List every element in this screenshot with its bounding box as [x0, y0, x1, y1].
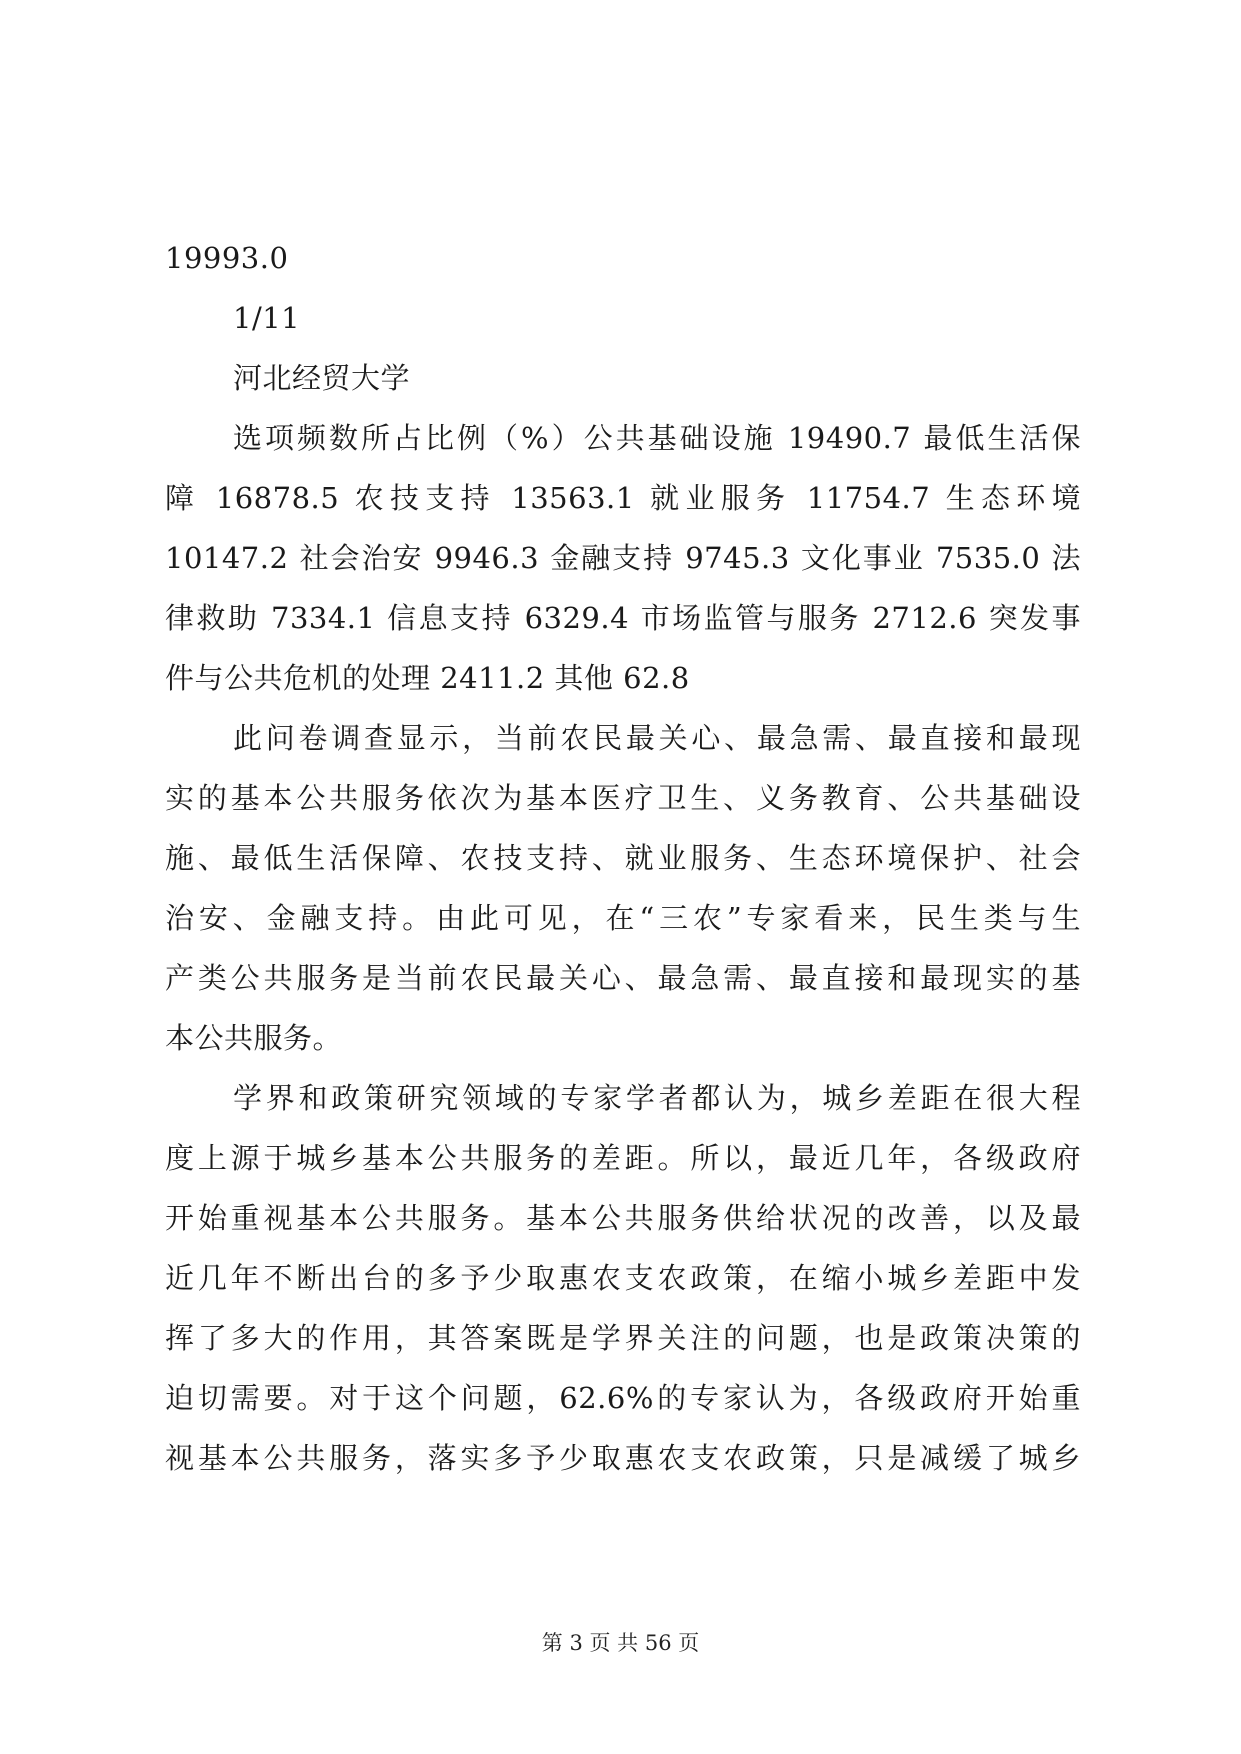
text-line: 实的基本公共服务依次为基本医疗卫生、义务教育、公共基础设: [165, 781, 1081, 815]
text-line: 选项频数所占比例（%）公共基础设施 19490.7 最低生活保: [233, 421, 1081, 455]
text-line: 10147.2 社会治安 9946.3 金融支持 9745.3 文化事业 7535.0 法: [165, 541, 1081, 575]
text-line: 件与公共危机的处理 2411.2 其他 62.8: [165, 661, 690, 695]
text-line: 障 16878.5 农技支持 13563.1 就业服务 11754.7 生态环境: [165, 481, 1081, 515]
text-line: 开始重视基本公共服务。基本公共服务供给状况的改善，以及最: [165, 1201, 1081, 1235]
text-line: 河北经贸大学: [233, 361, 411, 395]
page-footer: 第 3 页 共 56 页: [541, 1631, 700, 1655]
text-line: 1/11: [233, 301, 301, 335]
text-line: 挥了多大的作用，其答案既是学界关注的问题，也是政策决策的: [165, 1321, 1081, 1355]
text-line: 迫切需要。对于这个问题，62.6%的专家认为，各级政府开始重: [165, 1381, 1081, 1415]
text-line: 本公共服务。: [165, 1021, 343, 1055]
text-line: 律救助 7334.1 信息支持 6329.4 市场监管与服务 2712.6 突发事: [165, 601, 1081, 635]
text-line: 治安、金融支持。由此可见，在“三农”专家看来，民生类与生: [165, 901, 1081, 935]
text-line: 学界和政策研究领域的专家学者都认为，城乡差距在很大程: [233, 1081, 1081, 1115]
document-body: [165, 228, 1081, 1488]
text-line: 近几年不断出台的多予少取惠农支农政策，在缩小城乡差距中发: [165, 1261, 1081, 1295]
text-line: 度上源于城乡基本公共服务的差距。所以，最近几年，各级政府: [165, 1141, 1081, 1175]
text-line: 施、最低生活保障、农技支持、就业服务、生态环境保护、社会: [165, 841, 1081, 875]
text-line: 视基本公共服务，落实多予少取惠农支农政策，只是减缓了城乡: [165, 1441, 1081, 1475]
text-line: 产类公共服务是当前农民最关心、最急需、最直接和最现实的基: [165, 961, 1081, 995]
text-line: 19993.0: [165, 241, 289, 275]
text-line: 此问卷调查显示，当前农民最关心、最急需、最直接和最现: [233, 721, 1081, 755]
